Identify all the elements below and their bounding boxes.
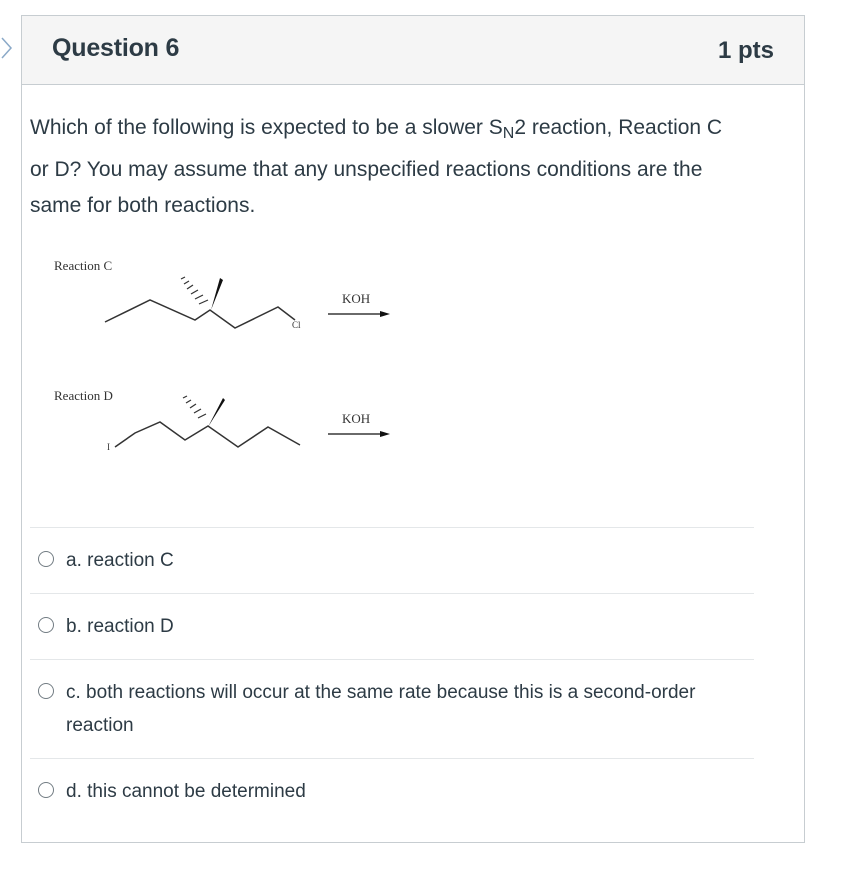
question-text [30,110,730,224]
answer-option-b[interactable] [30,593,754,659]
answer-option-d[interactable] [30,758,754,824]
radio-button-b[interactable] [38,617,54,633]
answer-option-a[interactable] [30,527,754,593]
question-text-part2: 2 reaction, Reaction C or D? You may assume that any unspecified reactions conditions are the same for both reactions. [30,116,723,217]
reaction-d-label: Reaction D [54,388,113,403]
reaction-c-label: Reaction C [54,258,113,273]
answer-list [30,527,754,824]
reaction-d-arrow-head [380,431,390,437]
radio-button-d[interactable] [38,782,54,798]
reaction-c-reagent: KOH [342,291,371,306]
reaction-d-wedge-bond [208,398,225,427]
reaction-c-leaving-group: Cl [292,320,301,330]
answer-label-d: d. this cannot be determined [66,781,306,802]
question-header [22,16,804,85]
reaction-d-hash-bond [183,396,206,418]
question-points: 1 pts [717,37,774,64]
answer-label-c: c. both reactions will occur at the same rate because this is a second-order reaction [66,682,696,736]
question-text-subscript: N [502,125,515,142]
answer-option-c[interactable] [30,659,754,758]
question-title: Question 6 [52,34,180,62]
reaction-d-leaving-group: I [107,442,110,452]
reaction-c-hash-bond [181,277,208,304]
question-text-part1: Which of the following is expected to be a slower S [30,116,503,139]
answer-label-a: a. reaction C [66,550,174,571]
reaction-d-skeleton [115,422,300,447]
reaction-c-wedge-bond [211,278,223,310]
reaction-d-reagent: KOH [342,411,371,426]
reaction-scheme-image [30,240,390,460]
radio-button-a[interactable] [38,551,54,567]
collapse-chevron-icon[interactable] [0,36,14,60]
radio-button-c[interactable] [38,683,54,699]
reaction-c-arrow-head [380,311,390,317]
answer-label-b: b. reaction D [66,616,174,637]
